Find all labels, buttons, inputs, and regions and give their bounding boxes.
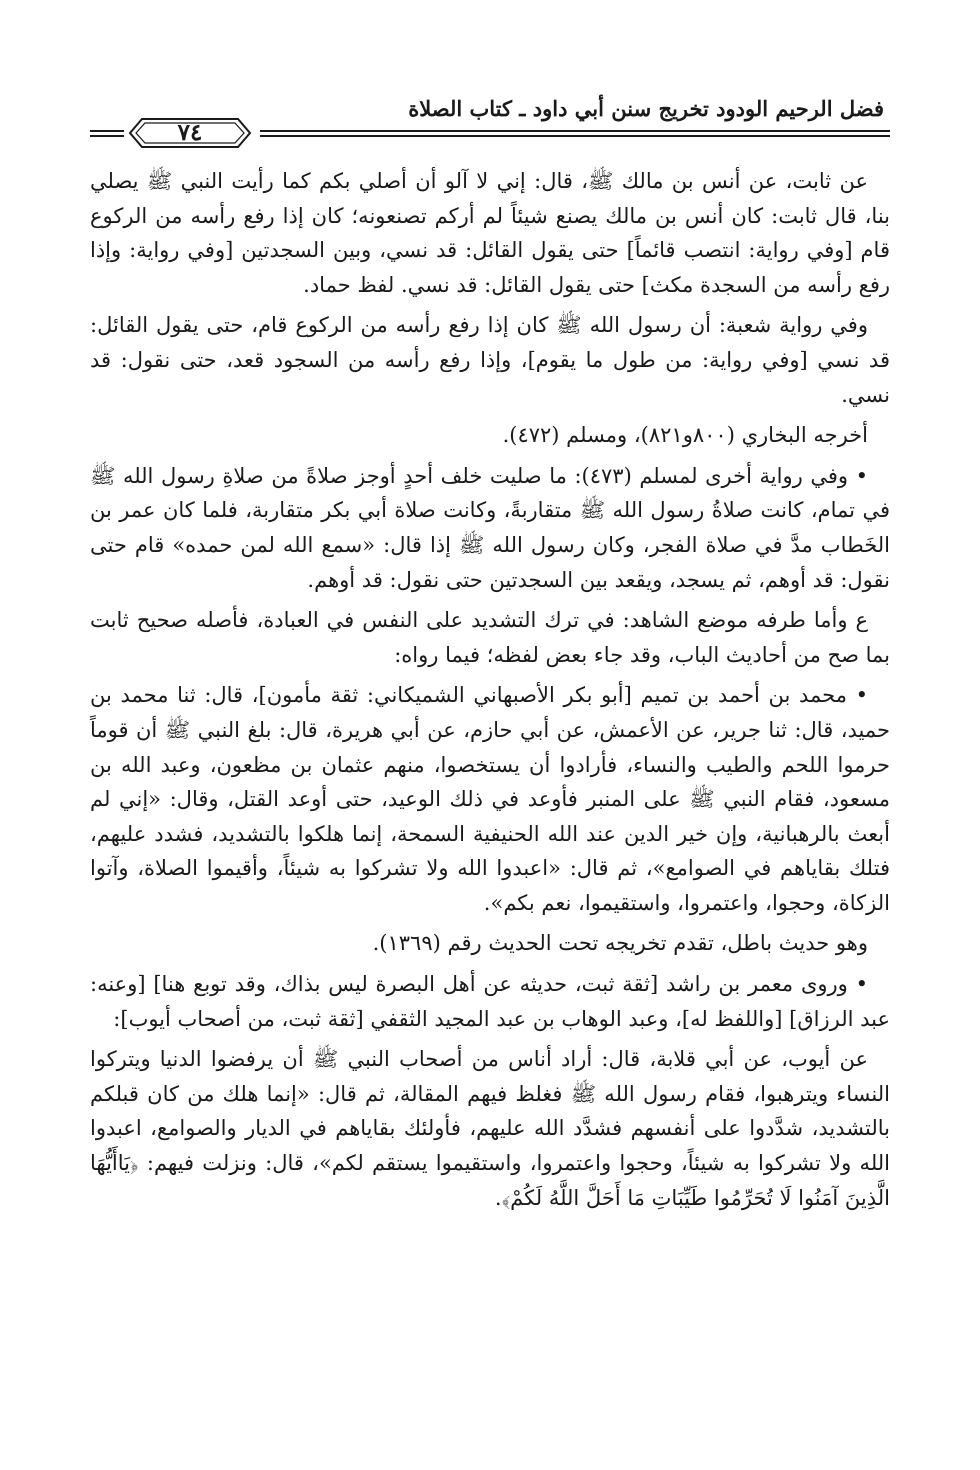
paragraph: وفي رواية شعبة: أن رسول الله ﷺ كان إذا رفع رأسه من الركوع قام، حتى يقول القائل: قد نسي [وفي رواية: من طول ما يقوم]، وإذا رفع رأسه من السجود قعد، حتى نقول: قد نسي. [90, 313, 890, 407]
paragraph: • وفي رواية أخرى لمسلم (٤٧٣): ما صليت خلف أحدٍ أوجز صلاةً من صلاةِ رسول الله ﷺ في تمام، كانت صلاةُ رسول الله ﷺ متقاربةً، وكانت صلاة أبي بكر متقاربة، فلما كان عمر بن الخَطاب مدَّ في صلاة الفجر، وكان رسول الله ﷺ إذا قال: «سمع الله لمن حمده» قام حتى نقول: قد أوهم، ثم يسجد، ويقعد بين السجدتين حتى نقول: قد أوهم. [90, 463, 890, 592]
paragraph: • وروى معمر بن راشد [ثقة ثبت، حديثه عن أهل البصرة ليس بذاك، وقد توبع هنا] [وعنه: عبد الرزاق] [واللفظ له]، وعبد الوهاب بن عبد المجيد الثقفي [ثقة ثبت، من أصحاب أيوب]: [90, 972, 890, 1031]
book-title: فضل الرحيم الودود تخريج سنن أبي داود ـ كتاب الصلاة [408, 96, 884, 121]
paragraph: أخرجه البخاري (٨٠٠و٨٢١)، ومسلم (٤٧٢). [502, 423, 868, 448]
paragraph: عن أيوب، عن أبي قلابة، قال: أراد أناس من أصحاب النبي ﷺ أن يرفضوا الدنيا ويتركوا النساء ويترهبوا، فقام رسول الله ﷺ فغلظ فيهم المقالة، ثم قال: «إنما هلك من كان قبلكم بالتشديد، شدَّدوا على أنفسهم فشدَّد الله عليهم، فأولئك بقاياهم في الديار والصوامع، اعبدوا الله ولا تشركوا به شيئاً، وحجوا واعتمروا، واستقيموا يستقم لكم»، قال: ونزلت فيهم: ﴿يَاأَيُّهَا الَّذِينَ آمَنُوا لَا تُحَرِّمُوا طَيِّبَاتِ مَا أَحَلَّ اللَّهُ لَكُمْ﴾. [90, 1047, 890, 1210]
book-page [90, 90, 890, 1420]
header-rule [90, 135, 124, 137]
header-rule [90, 130, 124, 132]
paragraph: عن ثابت، عن أنس بن مالك ﷺ، قال: إني لا آلو أن أصلي بكم كما رأيت النبي ﷺ يصلي بنا، قال ثابت: كان أنس بن مالك يصنع شيئاً لم أركم تصنعونه؛ كان إذا رفع رأسه من الركوع قام [وفي رواية: انتصب قائماً] حتى يقول القائل: قد نسي، وبين السجدتين [وفي رواية: وإذا رفع رأسه من السجدة مكث] حتى يقول القائل: قد نسي. لفظ حماد. [90, 169, 890, 297]
paragraph: وهو حديث باطل، تقدم تخريجه تحت الحديث رقم (١٣٦٩). [372, 931, 868, 956]
page-number: ٧٤ [177, 119, 203, 146]
header-rule [260, 130, 890, 132]
page-number-badge [126, 116, 254, 150]
paragraph: ع وأما طرفه موضع الشاهد: في ترك التشديد على النفس في العبادة، فأصله صحيح ثابت بما صح من أحاديث الباب، وقد جاء بعض لفظه؛ فيما رواه: [90, 608, 890, 667]
running-header [90, 90, 890, 156]
paragraph: • محمد بن أحمد بن تميم [أبو بكر الأصبهاني الشميكاني: ثقة مأمون]، قال: ثنا محمد بن حميد، قال: ثنا جرير، عن الأعمش، عن أبي حازم، عن أبي هريرة، قال: بلغ النبي ﷺ أن قوماً حرموا اللحم والطيب والنساء، فأرادوا أن يستخصوا، منهم عثمان بن مظعون، وعبد الله بن مسعود، فقام النبي ﷺ على المنبر فأوعد في ذلك الوعيد، حتى أوعد القتل، وقال: «إني لم أبعث بالرهبانية، وإن خير الدين عند الله الحنيفية السمحة، إنما هلكوا بالتشديد، فشدد عليهم، فتلك بقاياهم في الصوامع»، ثم قال: «اعبدوا الله ولا تشركوا به شيئاً، وأقيموا الصلاة، وآتوا الزكاة، وحجوا، واعتمروا، واستقيموا، نعم بكم». [90, 683, 890, 915]
page-body [90, 164, 890, 1215]
header-rule [260, 135, 890, 137]
